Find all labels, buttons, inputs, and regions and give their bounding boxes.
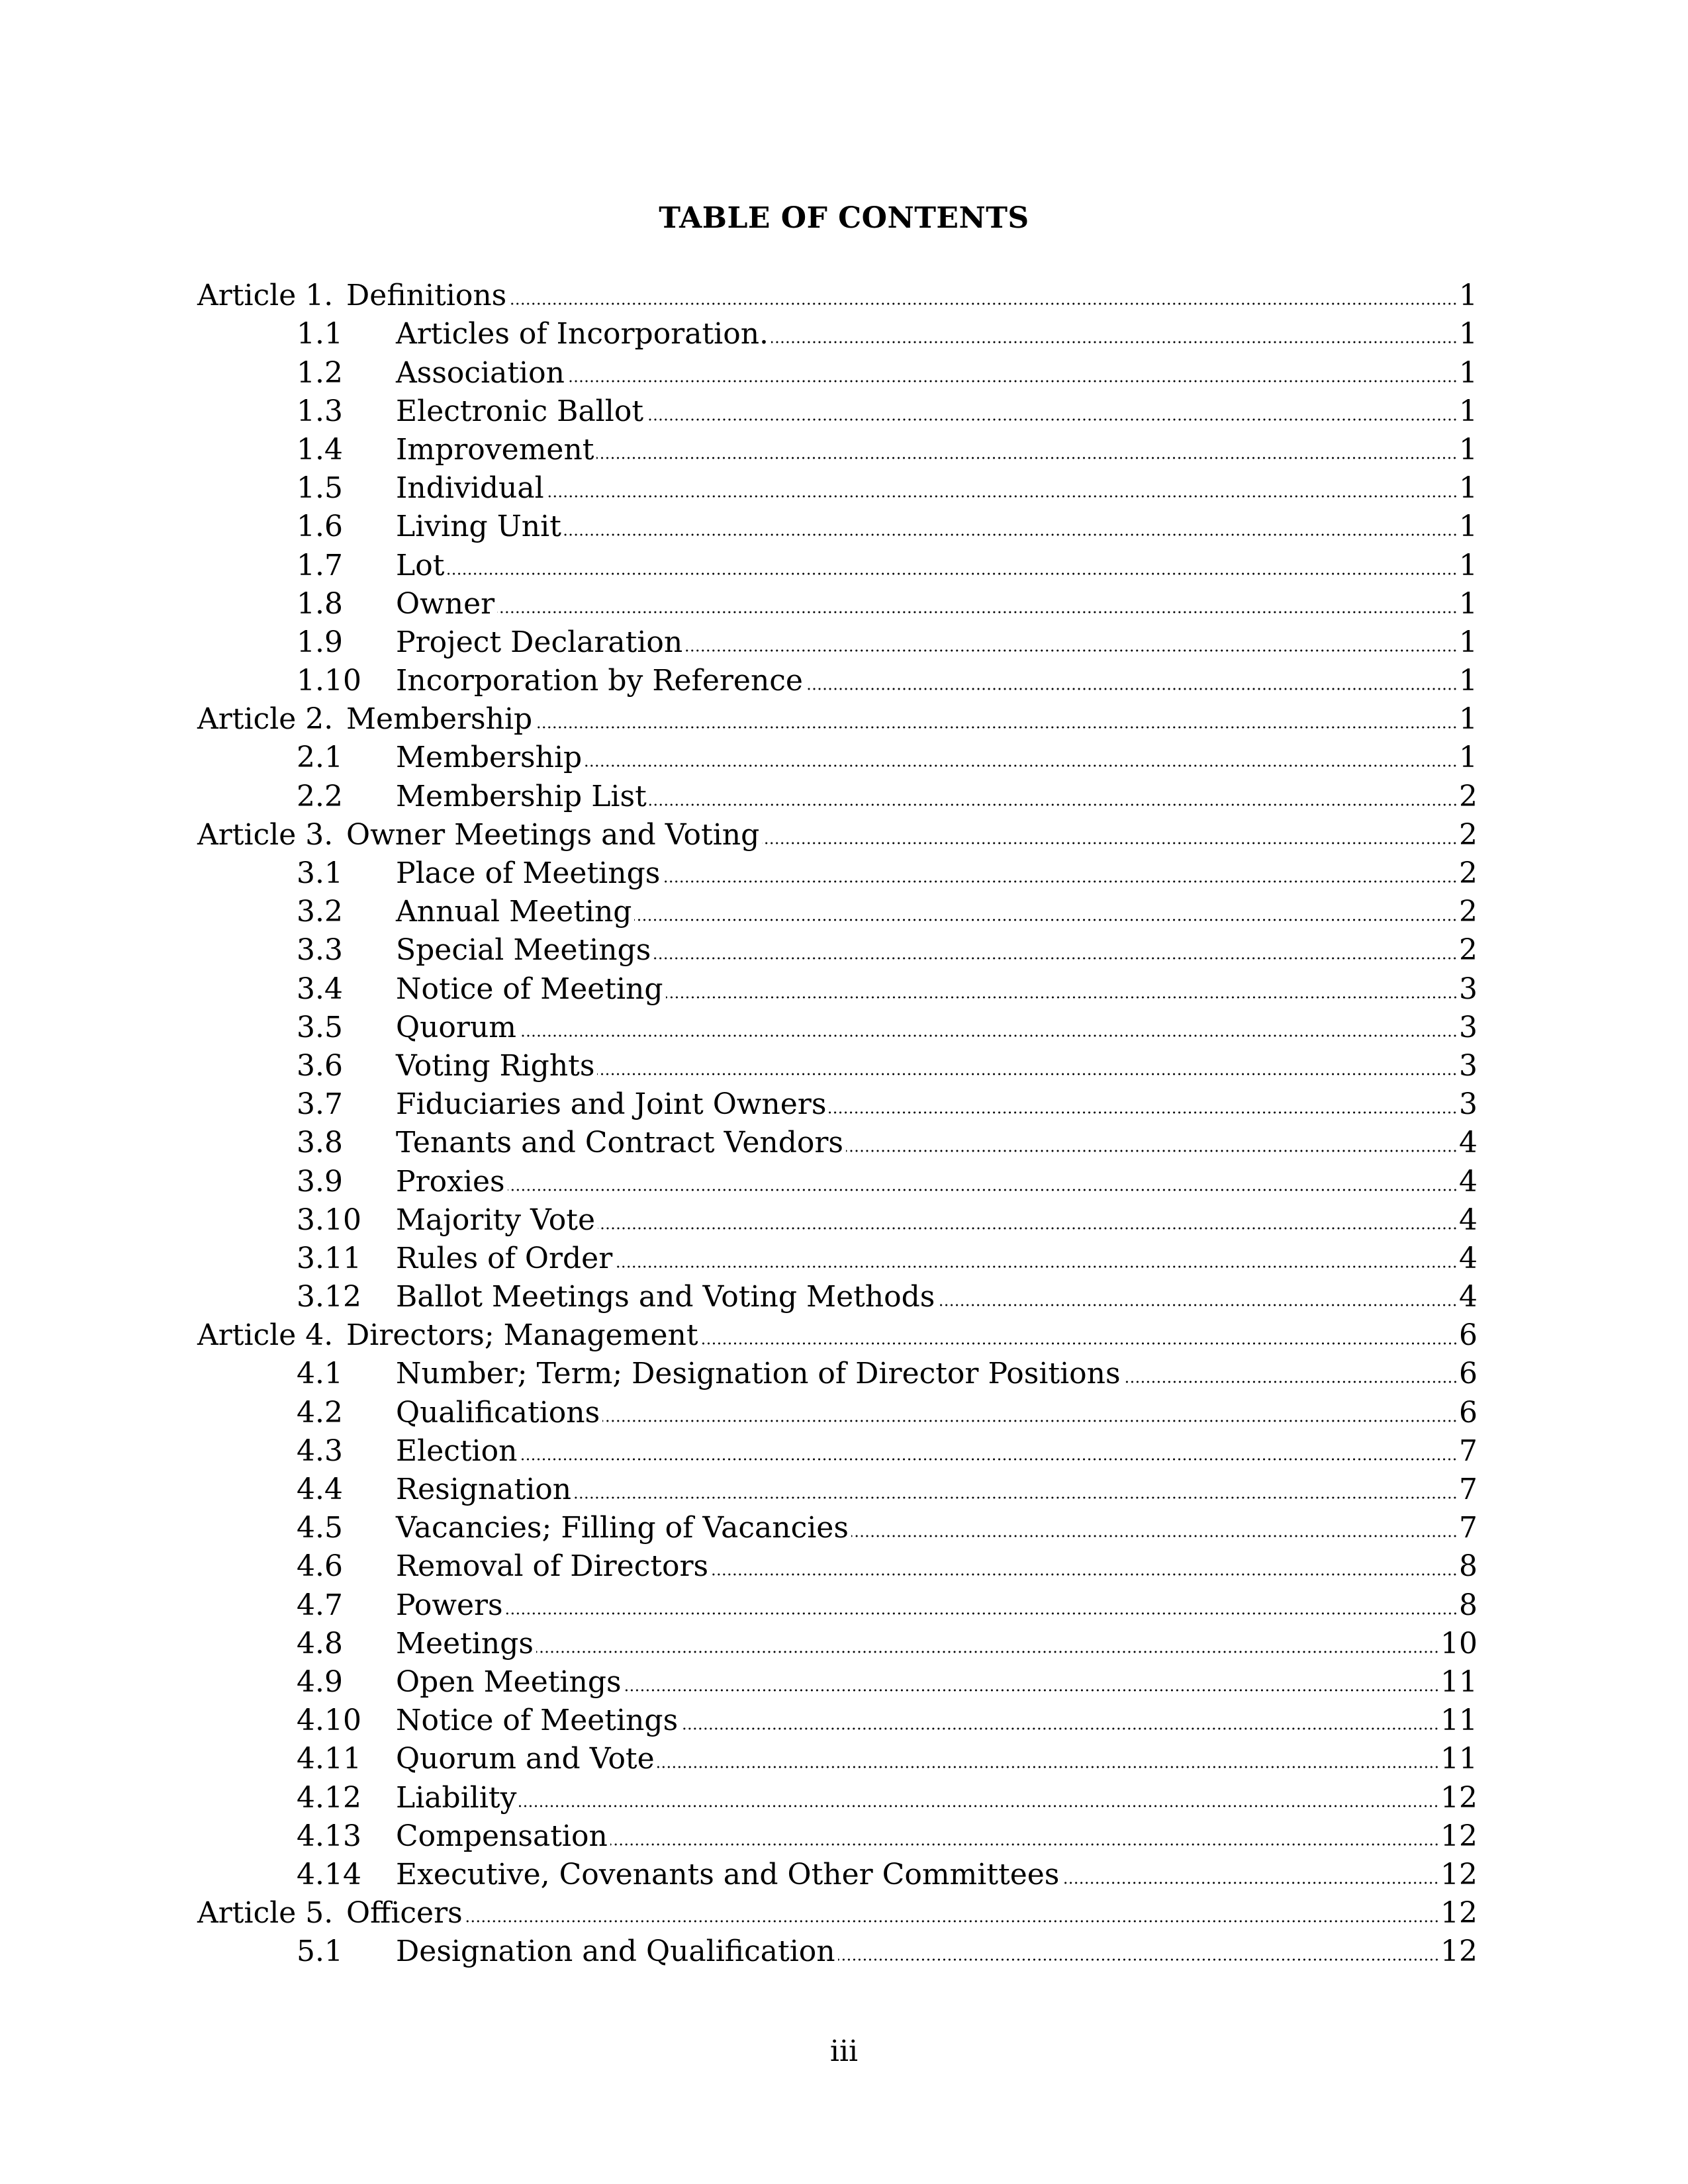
toc-entry-label: Vacancies; Filling of Vacancies — [396, 1511, 849, 1545]
toc-entry-page: 1 — [1459, 432, 1477, 467]
toc-entry-number: 1.8 — [297, 586, 343, 621]
toc-entry-number: Article 2. — [197, 702, 334, 737]
toc-entry-label: Special Meetings — [396, 933, 651, 968]
toc-entry-label: Membership — [396, 741, 583, 775]
toc-entry-page: 11 — [1440, 1704, 1477, 1738]
toc-entry-page: 4 — [1459, 1126, 1477, 1160]
toc-entry-label: Electronic Ballot — [396, 394, 643, 428]
toc-section-row[interactable] — [197, 893, 1477, 931]
dot-leader — [519, 1804, 1439, 1808]
toc-entry-label: Number; Term; Designation of Director Positions — [396, 1357, 1121, 1391]
toc-entry-page: 1 — [1459, 471, 1477, 506]
toc-entry-number: 3.4 — [297, 972, 343, 1006]
toc-entry-number: 1.10 — [297, 664, 361, 698]
dot-leader — [1123, 1380, 1458, 1384]
toc-entry-label: Powers — [396, 1588, 503, 1622]
dot-leader — [506, 1612, 1458, 1615]
toc-entry-page: 2 — [1459, 779, 1477, 813]
toc-entry-page: 12 — [1440, 1934, 1477, 1969]
dot-leader — [646, 418, 1458, 422]
dot-leader — [701, 1342, 1458, 1345]
toc-entry-page: 12 — [1440, 1819, 1477, 1853]
toc-entry-number: 2.1 — [297, 741, 343, 775]
toc-entry-page: 2 — [1459, 895, 1477, 929]
toc-entry-page: 1 — [1459, 394, 1477, 428]
dot-leader — [465, 1919, 1439, 1923]
dot-leader — [771, 340, 1458, 344]
toc-entry-page: 7 — [1459, 1511, 1477, 1545]
toc-entry-page: 4 — [1459, 1280, 1477, 1314]
toc-section-row[interactable] — [197, 777, 1477, 815]
dot-leader — [851, 1534, 1458, 1538]
dot-leader — [520, 1457, 1458, 1461]
toc-entry-page: 2 — [1459, 933, 1477, 968]
toc-entry-number: 2.2 — [297, 779, 343, 813]
toc-entry-number: 4.4 — [297, 1473, 343, 1506]
toc-entry-number: Article 3. — [197, 817, 334, 852]
dot-leader — [574, 1496, 1458, 1500]
toc-entry-number: 4.9 — [297, 1664, 343, 1699]
toc-entry-page: 1 — [1459, 664, 1477, 698]
toc-article-row[interactable] — [197, 700, 1477, 739]
toc-section-row[interactable] — [197, 353, 1477, 392]
toc-entry-page: 3 — [1459, 1087, 1477, 1122]
dot-leader — [509, 302, 1458, 306]
toc-entry-page: 1 — [1459, 741, 1477, 775]
toc-entry-number: 4.5 — [297, 1511, 343, 1545]
toc-section-row[interactable] — [197, 1702, 1477, 1740]
dot-leader — [564, 533, 1458, 537]
toc-entry-page: 6 — [1459, 1395, 1477, 1430]
toc-section-row[interactable] — [197, 1009, 1477, 1047]
dot-leader — [634, 918, 1458, 922]
toc-entry-label: Notice of Meetings — [396, 1704, 679, 1738]
dot-leader — [447, 572, 1458, 576]
toc-entry-label: Compensation — [396, 1819, 608, 1853]
dot-leader — [602, 1419, 1458, 1423]
dot-leader — [508, 1188, 1458, 1192]
toc-entry-number: 1.1 — [297, 317, 343, 351]
toc-entry-number: 4.1 — [297, 1357, 343, 1391]
toc-entry-number: 4.6 — [297, 1549, 343, 1584]
dot-leader — [567, 379, 1458, 383]
dot-leader — [762, 841, 1458, 845]
toc-section-row[interactable] — [197, 508, 1477, 546]
dot-leader — [598, 1226, 1458, 1230]
toc-entry-number: 4.13 — [297, 1819, 361, 1853]
dot-leader — [649, 803, 1458, 807]
toc-entry-page: 2 — [1459, 856, 1477, 890]
toc-entry-page: 3 — [1459, 1010, 1477, 1044]
toc-entry-label: Definitions — [346, 279, 507, 313]
table-of-contents — [197, 277, 1477, 1971]
toc-section-row[interactable] — [197, 431, 1477, 469]
toc-entry-label: Place of Meetings — [396, 856, 661, 890]
dot-leader — [846, 1149, 1458, 1153]
toc-entry-page: 1 — [1459, 355, 1477, 390]
toc-section-row[interactable] — [197, 1085, 1477, 1124]
toc-entry-label: Open Meetings — [396, 1664, 622, 1699]
toc-section-row[interactable] — [197, 1586, 1477, 1624]
toc-entry-label: Membership List — [396, 779, 647, 813]
toc-section-row[interactable] — [197, 1162, 1477, 1201]
toc-section-row[interactable] — [197, 469, 1477, 508]
toc-entry-label: Directors; Management — [346, 1318, 698, 1353]
toc-section-row[interactable] — [197, 1625, 1477, 1663]
toc-section-row[interactable] — [197, 1933, 1477, 1971]
toc-entry-page: 4 — [1459, 1241, 1477, 1275]
toc-entry-page: 1 — [1459, 625, 1477, 659]
dot-leader — [624, 1688, 1439, 1692]
toc-section-row[interactable] — [197, 1663, 1477, 1702]
toc-section-row[interactable] — [197, 1240, 1477, 1278]
toc-entry-label: Voting Rights — [396, 1048, 595, 1083]
dot-leader — [663, 880, 1458, 884]
toc-entry-page: 12 — [1440, 1896, 1477, 1931]
toc-entry-number: 3.5 — [297, 1010, 343, 1044]
toc-entry-label: Owner — [396, 586, 495, 621]
toc-entry-number: 3.12 — [297, 1280, 361, 1314]
toc-entry-number: 1.5 — [297, 471, 343, 506]
dot-leader — [615, 1265, 1458, 1269]
dot-leader — [829, 1111, 1458, 1115]
toc-entry-number: 3.2 — [297, 895, 343, 929]
toc-entry-label: Ballot Meetings and Voting Methods — [396, 1280, 935, 1314]
toc-entry-label: Election — [396, 1433, 518, 1468]
dot-leader — [536, 1650, 1439, 1654]
toc-entry-label: Lot — [396, 548, 445, 582]
toc-entry-page: 2 — [1459, 817, 1477, 852]
toc-entry-page: 1 — [1459, 510, 1477, 544]
toc-entry-page: 1 — [1459, 702, 1477, 737]
dot-leader — [519, 1034, 1458, 1038]
toc-entry-page: 7 — [1459, 1473, 1477, 1506]
toc-entry-number: 4.2 — [297, 1395, 343, 1430]
toc-entry-label: Annual Meeting — [396, 895, 632, 929]
toc-entry-number: 3.8 — [297, 1126, 343, 1160]
toc-entry-label: Improvement — [396, 432, 594, 467]
toc-entry-page: 6 — [1459, 1357, 1477, 1391]
toc-entry-label: Designation and Qualification — [396, 1934, 835, 1969]
toc-entry-number: 3.10 — [297, 1203, 361, 1237]
dot-leader — [535, 725, 1458, 729]
toc-entry-label: Membership — [346, 702, 533, 737]
dot-leader — [711, 1572, 1458, 1576]
toc-entry-number: 1.9 — [297, 625, 343, 659]
toc-section-row[interactable] — [197, 1201, 1477, 1240]
toc-section-row[interactable] — [197, 1047, 1477, 1085]
toc-section-row[interactable] — [197, 585, 1477, 623]
toc-entry-label: Fiduciaries and Joint Owners — [396, 1087, 827, 1122]
toc-article-row[interactable] — [197, 816, 1477, 854]
dot-leader — [657, 1765, 1439, 1769]
toc-entry-number: 4.14 — [297, 1857, 361, 1891]
dot-leader — [597, 1072, 1458, 1076]
toc-entry-label: Project Declaration — [396, 625, 683, 659]
toc-entry-page: 8 — [1459, 1588, 1477, 1622]
toc-section-row[interactable] — [197, 1124, 1477, 1162]
dot-leader — [596, 456, 1458, 460]
toc-section-row[interactable] — [197, 1817, 1477, 1856]
toc-entry-number: 3.9 — [297, 1164, 343, 1199]
toc-section-row[interactable] — [197, 1778, 1477, 1817]
toc-entry-label: Articles of Incorporation. — [396, 317, 769, 351]
toc-entry-page: 3 — [1459, 972, 1477, 1006]
toc-entry-page: 11 — [1440, 1664, 1477, 1699]
toc-entry-label: Executive, Covenants and Other Committees — [396, 1857, 1060, 1891]
dot-leader — [1062, 1881, 1439, 1885]
toc-entry-number: Article 1. — [197, 279, 334, 313]
toc-entry-label: Living Unit — [396, 510, 561, 544]
toc-entry-label: Meetings — [396, 1626, 534, 1661]
toc-section-row[interactable] — [197, 1355, 1477, 1393]
toc-entry-page: 1 — [1459, 548, 1477, 582]
toc-section-row[interactable] — [197, 546, 1477, 584]
toc-entry-number: 1.7 — [297, 548, 343, 582]
toc-entry-page: 7 — [1459, 1433, 1477, 1468]
toc-entry-label: Quorum and Vote — [396, 1742, 655, 1776]
toc-section-row[interactable] — [197, 1547, 1477, 1586]
dot-leader — [806, 687, 1458, 691]
toc-section-row[interactable] — [197, 739, 1477, 777]
toc-entry-number: 1.3 — [297, 394, 343, 428]
toc-entry-number: 4.7 — [297, 1588, 343, 1622]
dot-leader — [585, 764, 1458, 768]
toc-entry-label: Removal of Directors — [396, 1549, 709, 1584]
toc-entry-number: 3.11 — [297, 1241, 361, 1275]
toc-entry-label: Owner Meetings and Voting — [346, 817, 760, 852]
toc-entry-page: 12 — [1440, 1780, 1477, 1815]
toc-entry-label: Proxies — [396, 1164, 505, 1199]
dot-leader — [497, 610, 1458, 614]
toc-entry-number: 1.4 — [297, 432, 343, 467]
toc-entry-label: Qualifications — [396, 1395, 600, 1430]
toc-entry-label: Notice of Meeting — [396, 972, 663, 1006]
toc-entry-number: 3.1 — [297, 856, 343, 890]
toc-section-row[interactable] — [197, 1509, 1477, 1547]
toc-entry-page: 10 — [1440, 1626, 1477, 1661]
toc-entry-page: 1 — [1459, 317, 1477, 351]
toc-entry-label: Tenants and Contract Vendors — [396, 1126, 843, 1160]
toc-entry-page: 8 — [1459, 1549, 1477, 1584]
toc-section-row[interactable] — [197, 970, 1477, 1008]
dot-leader — [610, 1843, 1439, 1846]
toc-entry-number: 4.11 — [297, 1742, 361, 1776]
page-title: TABLE OF CONTENTS — [659, 201, 1029, 235]
toc-article-row[interactable] — [197, 277, 1477, 315]
dot-leader — [653, 956, 1458, 960]
toc-section-row[interactable] — [197, 623, 1477, 662]
toc-article-row[interactable] — [197, 1316, 1477, 1355]
dot-leader — [547, 494, 1458, 498]
toc-entry-number: 1.6 — [297, 510, 343, 544]
toc-entry-number: Article 5. — [197, 1896, 334, 1931]
dot-leader — [680, 1727, 1439, 1731]
toc-entry-page: 11 — [1440, 1742, 1477, 1776]
toc-section-row[interactable] — [197, 1393, 1477, 1432]
dot-leader — [685, 649, 1458, 653]
page-number: iii — [829, 2034, 859, 2068]
toc-entry-page: 6 — [1459, 1318, 1477, 1353]
toc-entry-number: 1.2 — [297, 355, 343, 390]
toc-entry-number: 3.7 — [297, 1087, 343, 1122]
toc-section-row[interactable] — [197, 1432, 1477, 1471]
toc-entry-number: 4.10 — [297, 1704, 361, 1738]
toc-section-row[interactable] — [197, 662, 1477, 700]
toc-section-row[interactable] — [197, 931, 1477, 970]
toc-section-row[interactable] — [197, 1278, 1477, 1316]
toc-entry-label: Incorporation by Reference — [396, 664, 803, 698]
toc-entry-page: 1 — [1459, 586, 1477, 621]
toc-section-row[interactable] — [197, 854, 1477, 893]
toc-section-row[interactable] — [197, 1856, 1477, 1894]
toc-article-row[interactable] — [197, 1894, 1477, 1933]
toc-section-row[interactable] — [197, 392, 1477, 431]
toc-entry-page: 1 — [1459, 279, 1477, 313]
toc-entry-label: Quorum — [396, 1010, 516, 1044]
toc-entry-number: 5.1 — [297, 1934, 343, 1969]
toc-entry-number: 4.8 — [297, 1626, 343, 1661]
toc-section-row[interactable] — [197, 1471, 1477, 1509]
toc-entry-label: Individual — [396, 471, 544, 506]
toc-entry-page: 4 — [1459, 1164, 1477, 1199]
dot-leader — [838, 1958, 1439, 1962]
toc-entry-label: Resignation — [396, 1473, 572, 1506]
dot-leader — [937, 1303, 1458, 1307]
toc-entry-page: 12 — [1440, 1857, 1477, 1891]
toc-entry-number: 3.6 — [297, 1048, 343, 1083]
toc-entry-number: 3.3 — [297, 933, 343, 968]
toc-entry-label: Association — [396, 355, 565, 390]
toc-entry-page: 4 — [1459, 1203, 1477, 1237]
toc-entry-number: 4.3 — [297, 1433, 343, 1468]
toc-entry-label: Majority Vote — [396, 1203, 595, 1237]
toc-entry-page: 3 — [1459, 1048, 1477, 1083]
toc-entry-label: Officers — [346, 1896, 463, 1931]
toc-section-row[interactable] — [197, 315, 1477, 353]
dot-leader — [666, 995, 1458, 999]
toc-entry-number: Article 4. — [197, 1318, 334, 1353]
toc-section-row[interactable] — [197, 1740, 1477, 1778]
toc-entry-label: Rules of Order — [396, 1241, 613, 1275]
toc-entry-number: 4.12 — [297, 1780, 361, 1815]
toc-entry-label: Liability — [396, 1780, 517, 1815]
